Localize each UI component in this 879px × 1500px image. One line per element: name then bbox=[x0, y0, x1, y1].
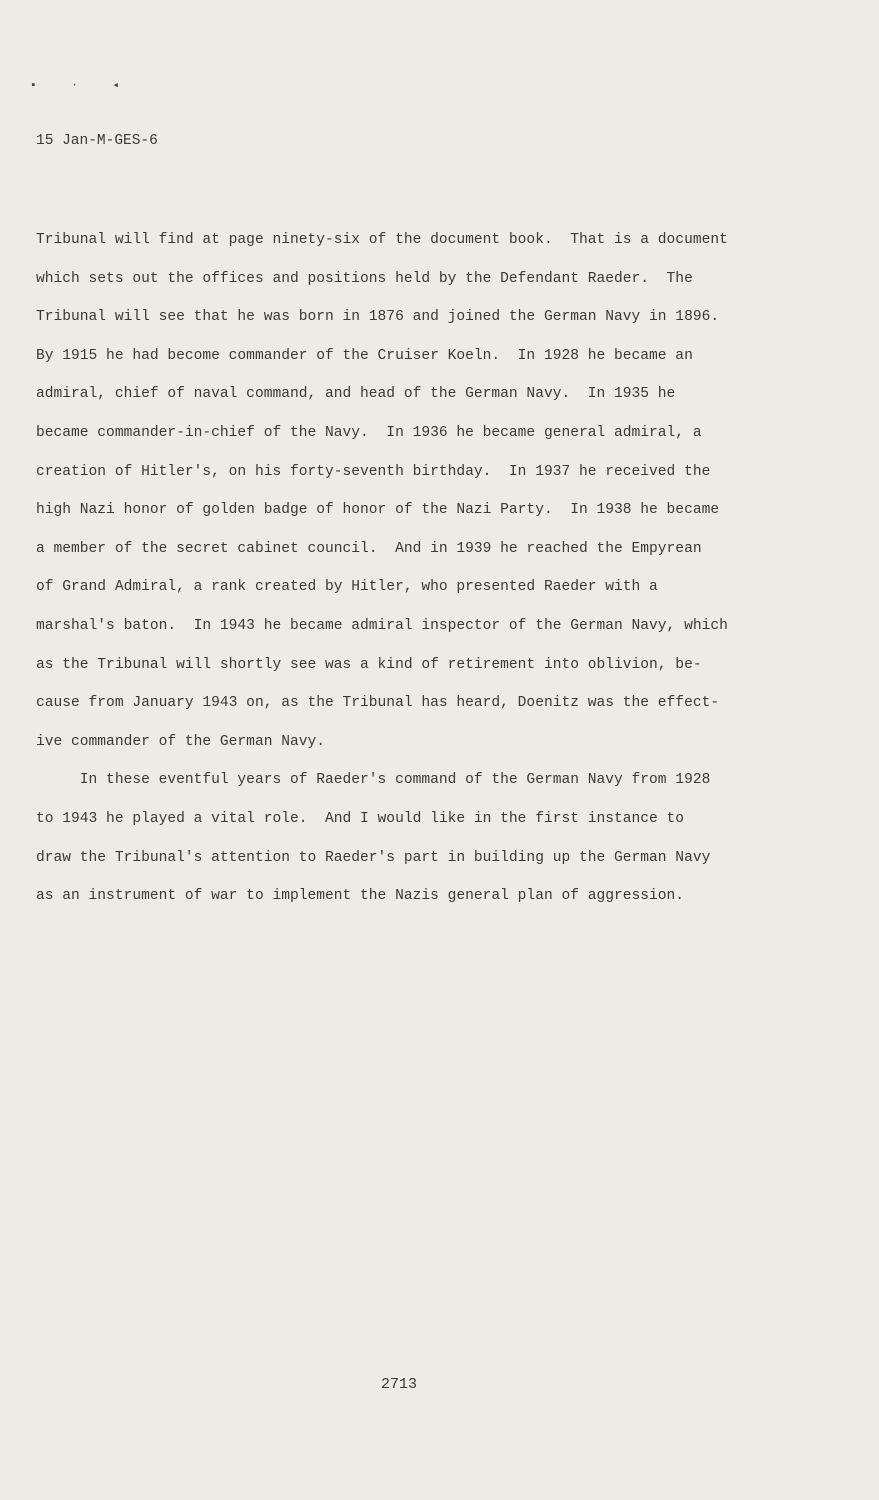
text-line: Tribunal will find at page ninety-six of the document book. That is a document bbox=[36, 232, 728, 248]
text-line: draw the Tribunal's attention to Raeder's part in building up the German Navy bbox=[36, 849, 711, 866]
text-line: which sets out the offices and positions held by the Defendant Raeder. The bbox=[36, 270, 693, 287]
document-reference: 15 Jan-M-GES-6 bbox=[36, 133, 158, 149]
text-line: admiral, chief of naval command, and head of the German Navy. In 1935 he bbox=[36, 386, 676, 403]
body-text bbox=[36, 229, 836, 924]
text-line: a member of the secret cabinet council. And in 1939 he reached the Empyrean bbox=[36, 540, 702, 557]
text-line: By 1915 he had become commander of the Cruiser Koeln. In 1928 he became an bbox=[36, 347, 693, 364]
page-number: 2713 bbox=[380, 1376, 417, 1393]
margin-marks: ▪ · ◂ bbox=[30, 80, 134, 92]
text-line: high Nazi honor of golden badge of honor of the Nazi Party. In 1938 he became bbox=[36, 502, 720, 519]
text-line: Tribunal will see that he was born in 1876 and joined the German Navy in 1896. bbox=[36, 309, 720, 326]
text-line: as the Tribunal will shortly see was a kind of retirement into oblivion, be- bbox=[36, 656, 702, 673]
text-line: creation of Hitler's, on his forty-seventh birthday. In 1937 he received the bbox=[36, 463, 711, 480]
text-line: as an instrument of war to implement the Nazis general plan of aggression. bbox=[36, 888, 685, 905]
text-line: marshal's baton. In 1943 he became admiral inspector of the German Navy, which bbox=[36, 617, 728, 634]
text-line: became commander-in-chief of the Navy. In 1936 he became general admiral, a bbox=[36, 424, 702, 441]
text-line: of Grand Admiral, a rank created by Hitler, who presented Raeder with a bbox=[36, 579, 658, 596]
text-line: In these eventful years of Raeder's command of the German Navy from 1928 bbox=[36, 772, 711, 789]
text-line: ive commander of the German Navy. bbox=[36, 733, 326, 750]
text-line: to 1943 he played a vital role. And I would like in the first instance to bbox=[36, 810, 685, 827]
text-line: cause from January 1943 on, as the Tribunal has heard, Doenitz was the effect- bbox=[36, 695, 720, 712]
